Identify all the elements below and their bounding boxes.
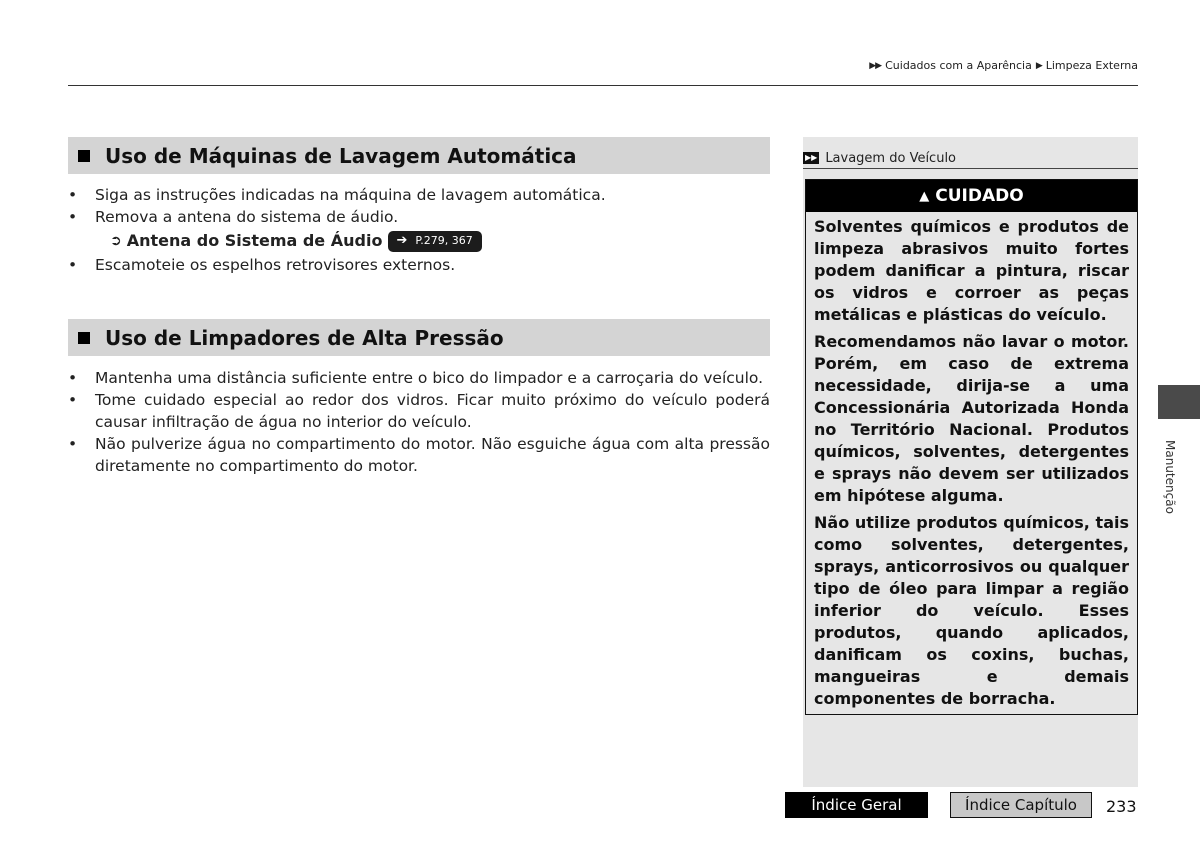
bullet-dot-icon: •	[68, 391, 78, 409]
chapter-label: Manutenção	[1163, 440, 1177, 514]
breadcrumb-page: Limpeza Externa	[1045, 59, 1138, 72]
page-reference-text: P.279, 367	[415, 234, 473, 247]
list-item-text: Siga as instruções indicadas na máquina de lavagem automática.	[95, 186, 606, 204]
bullet-dot-icon: •	[68, 369, 78, 387]
bullet-list-pressure-washer	[68, 367, 770, 477]
chapter-tab[interactable]	[1158, 385, 1200, 419]
caution-box	[805, 179, 1138, 715]
sidebar-title	[803, 148, 1138, 168]
list-item-text: Escamoteie os espelhos retrovisores externos.	[95, 256, 456, 274]
caution-heading: CUIDADO	[935, 186, 1024, 206]
list-item	[68, 433, 770, 477]
breadcrumb-section[interactable]: Cuidados com a Aparência	[885, 59, 1032, 72]
list-item-text: Tome cuidado especial ao redor dos vidros. Ficar muito próximo do veículo poderá causar infiltração de água no interior do veículo.	[95, 391, 770, 431]
caution-header	[806, 180, 1137, 212]
page-reference-link[interactable]	[388, 231, 481, 252]
sidebar-divider	[803, 168, 1138, 169]
list-item-text: Não pulverize água no compartimento do motor. Não esguiche água com alta pressão diretamente no compartimento do motor.	[95, 435, 770, 475]
arrow-right-icon: ➔	[396, 233, 408, 248]
list-item-text: Remova a antena do sistema de áudio.	[95, 208, 399, 226]
section-title: Uso de Limpadores de Alta Pressão	[105, 325, 504, 350]
arrow-right-icon: ▶	[1035, 60, 1042, 71]
list-item-text: Mantenha uma distância suficiente entre o bico do limpador e a carroçaria do veículo.	[95, 369, 764, 387]
bullet-dot-icon: •	[68, 256, 78, 274]
caution-paragraph: Solventes químicos e produtos de limpeza abrasivos muito fortes podem danificar a pintura, riscar os vidros e corroer as peças metálicas e plásticas do veículo.	[814, 217, 1129, 324]
cross-reference	[68, 228, 770, 254]
caution-paragraph: Recomendamos não lavar o motor. Porém, em caso de extrema necessidade, dirija-se a uma Concessionária Autorizada Honda no Território Nacional. Produtos químicos, solventes, detergentes e sprays não devem ser utilizados em hipótese alguma.	[814, 332, 1129, 505]
warning-icon: ▲	[919, 188, 930, 204]
bullet-dot-icon: •	[68, 435, 78, 453]
double-arrow-right-icon: ▶▶	[805, 153, 818, 162]
caution-paragraph: Não utilize produtos químicos, tais como solventes, detergentes, sprays, anticorrosivos ou qualquer tipo de óleo para limpar a região inferior do veículo. Esses produtos, quando aplicados, danificam os coxins, buchas, mangueiras e demais componentes de borracha.	[814, 513, 1129, 708]
sidebar-title-text: Lavagem do Veículo	[825, 150, 957, 166]
breadcrumb	[869, 59, 1138, 72]
list-item	[68, 254, 770, 276]
caution-body	[806, 212, 1137, 714]
page-number: 233	[1106, 797, 1137, 816]
double-arrow-right-icon: ▶▶	[869, 60, 882, 71]
list-item	[68, 367, 770, 389]
cross-reference-label: Antena do Sistema de Áudio	[126, 231, 383, 250]
section-header-automatic-wash	[68, 137, 770, 174]
header-divider	[68, 85, 1138, 86]
reference-arrow-icon: ➲	[110, 233, 122, 249]
square-bullet-icon	[78, 150, 90, 162]
section-title: Uso de Máquinas de Lavagem Automática	[105, 143, 577, 168]
chapter-index-button[interactable]: Índice Capítulo	[950, 792, 1092, 818]
general-index-button[interactable]: Índice Geral	[785, 792, 928, 818]
section-header-pressure-washer	[68, 319, 770, 356]
bullet-dot-icon: •	[68, 208, 78, 226]
square-bullet-icon	[78, 332, 90, 344]
list-item	[68, 389, 770, 433]
bullet-list-automatic-wash	[68, 184, 770, 276]
list-item	[68, 206, 770, 228]
bullet-dot-icon: •	[68, 186, 78, 204]
list-item	[68, 184, 770, 206]
